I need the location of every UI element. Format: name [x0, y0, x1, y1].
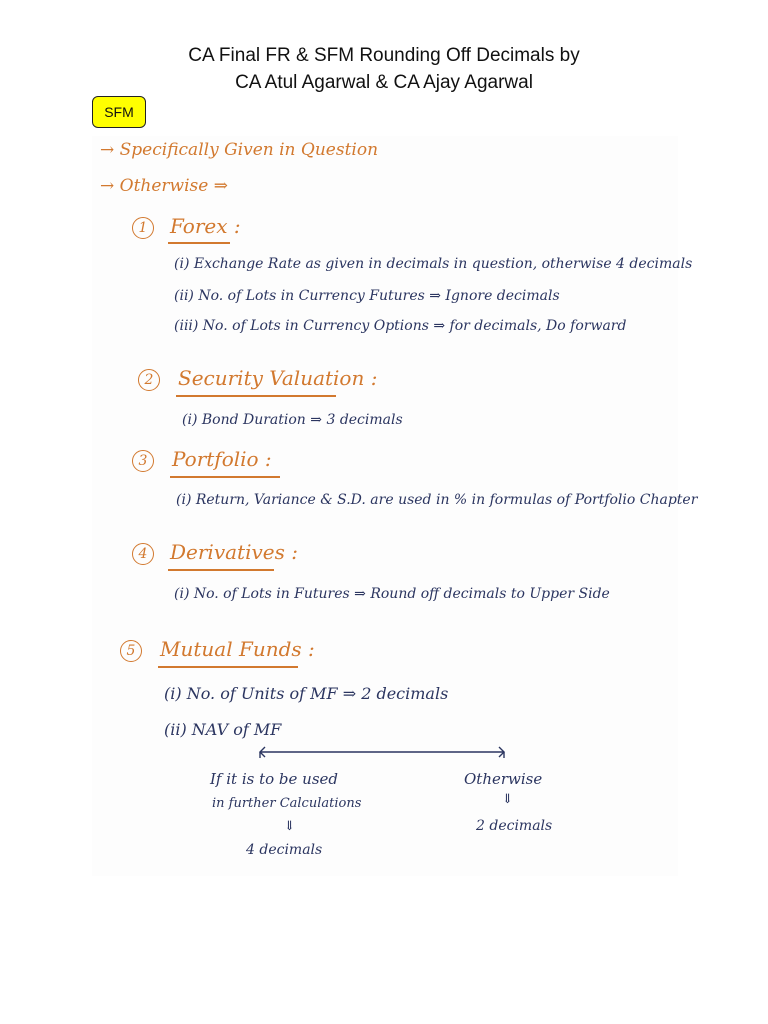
title-line-2: CA Atul Agarwal & CA Ajay Agarwal [235, 72, 533, 93]
document-title [0, 42, 768, 96]
section-2-number: 2 [138, 369, 160, 391]
section-3-heading: Portfolio : [172, 447, 272, 471]
section-2-item-1: (i) Bond Duration ⇒ 3 decimals [182, 412, 403, 428]
section-5-number: 5 [120, 640, 142, 662]
section-5-item-2: (ii) NAV of MF [164, 720, 282, 739]
handwritten-notes [92, 136, 698, 876]
section-2-heading: Security Valuation : [178, 366, 378, 390]
nav-right-label: Otherwise [464, 770, 543, 788]
section-1-item-1: (i) Exchange Rate as given in decimals in question, otherwise 4 decimals [174, 256, 693, 272]
intro-line-2: → Otherwise ⇒ [100, 176, 228, 196]
section-4-number: 4 [132, 543, 154, 565]
section-1-item-2: (ii) No. of Lots in Currency Futures ⇒ Ignore decimals [174, 288, 560, 304]
section-4-heading: Derivatives : [170, 540, 298, 564]
section-5-item-1: (i) No. of Units of MF ⇒ 2 decimals [164, 684, 449, 703]
section-3-number: 3 [132, 450, 154, 472]
down-arrow-icon-right: ⇓ [502, 792, 513, 807]
sfm-tag: SFM [92, 96, 146, 128]
title-line-1: CA Final FR & SFM Rounding Off Decimals by [188, 45, 580, 66]
section-5-heading: Mutual Funds : [160, 637, 315, 661]
down-arrow-icon-left: ⇓ [284, 819, 295, 834]
nav-branch-arrows [92, 136, 678, 876]
section-1-heading: Forex : [170, 214, 241, 238]
nav-left-result: 4 decimals [246, 842, 323, 858]
section-3-item-1: (i) Return, Variance & S.D. are used in % in formulas of Portfolio Chapter [176, 492, 698, 508]
section-4-item-1: (i) No. of Lots in Futures ⇒ Round off decimals to Upper Side [174, 586, 610, 602]
section-1-item-3: (iii) No. of Lots in Currency Options ⇒ for decimals, Do forward [174, 318, 627, 334]
nav-left-line-2: in further Calculations [212, 796, 362, 811]
nav-right-result: 2 decimals [476, 818, 553, 834]
nav-left-line-1: If it is to be used [210, 770, 339, 788]
section-1-number: 1 [132, 217, 154, 239]
intro-line-1: → Specifically Given in Question [100, 140, 379, 160]
